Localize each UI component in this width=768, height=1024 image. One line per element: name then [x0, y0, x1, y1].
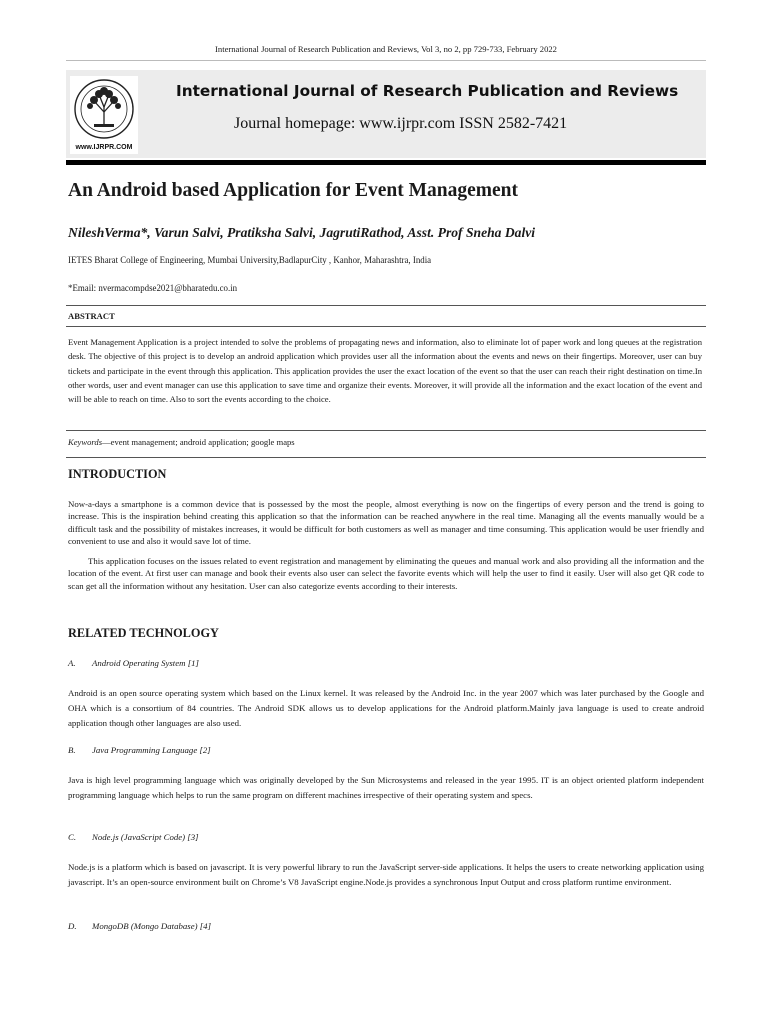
journal-logo-icon [70, 76, 138, 154]
abstract-heading: ABSTRACT [68, 311, 115, 321]
paper-title: An Android based Application for Event Management [68, 180, 519, 201]
keywords [68, 437, 295, 447]
affiliation: IETES Bharat College of Engineering, Mumbai University,BadlapurCity , Kanhor, Maharashtra, India [68, 255, 432, 265]
subsection-number: D. [68, 921, 77, 931]
journal-homepage: Journal homepage: www.ijrpr.com ISSN 2582-7421 [234, 115, 568, 132]
subsection-title: Android Operating System [1] [92, 658, 199, 668]
subsection-heading-b [68, 745, 211, 755]
journal-title: International Journal of Research Publication and Reviews [176, 82, 679, 100]
abstract-body: Event Management Application is a project intended to solve the problems of propagating news and information, also to eliminate lot of paper work and long queues at the registration desk. The objective of this project is to develop an android application which provides user all the information about the events and news on their fingertips. Moreover, user can buy tickets and participate in the event through this application. This application provides the user the exact location of the event so that the user can reach their right destination on time.In other words, user and event manager can use this application to save time and organize their events. Moreover, it will provide all the information and the exact location of the event and will be able to reach on time. Also to sort the events according to the choice. [68, 337, 702, 405]
subsection-number: B. [68, 745, 76, 755]
banner-divider [66, 160, 706, 165]
subsection-b-body: Java is high level programming language which was originally developed by the Sun Microsystems and released in the year 1995. IT is an object oriented platform independent programming language which helps to run the same program on different machines irrespective of their operating system and specs. [68, 775, 704, 800]
introduction-rule [66, 457, 706, 458]
subsection-number: A. [68, 658, 76, 668]
author-list: NileshVerma*, Varun Salvi, Pratiksha Salvi, JagrutiRathod, Asst. Prof Sneha Dalvi [68, 225, 536, 240]
subsection-c-body: Node.js is a platform which is based on javascript. It is very powerful library to run the JavaScript server-side applications. It helps the users to create networking application using javascript. It’s an open-source environment built on Chrome’s V8 JavaScript engine.Node.js provides a synchronous Input Output and cross platform runtime environment. [68, 862, 704, 887]
subsection-heading-c [68, 832, 199, 842]
section-heading-related-technology: RELATED TECHNOLOGY [68, 626, 219, 640]
running-head: International Journal of Research Publication and Reviews, Vol 3, no 2, pp 729-733, February 2022 [215, 44, 557, 54]
section-heading-introduction: INTRODUCTION [68, 467, 167, 481]
keywords-text: —event management; android application; google maps [102, 437, 295, 447]
introduction-paragraph-1: Now-a-days a smartphone is a common device that is possessed by the most the people, almost everything is now on the fingertips of every person and the trend is going to increase. This is the inspiration behind creating this application so that the information can be reached anywhere in the real time. Managing all the events manually would be a difficult task and the possibility of mistakes increases, it would be difficult for both customers as well as manager and time consuming. This application would be user friendly and convenient to use and also it would save lot of time. [68, 499, 704, 546]
abstract-top-rule [66, 305, 706, 306]
journal-banner [66, 70, 706, 158]
svg-text:www.IJRPR.COM: www.IJRPR.COM [75, 144, 133, 151]
author-email: *Email: nvermacompdse2021@bharatedu.co.in [68, 283, 238, 293]
subsection-number: C. [68, 832, 77, 842]
subsection-title: Java Programming Language [2] [92, 745, 211, 755]
introduction-paragraph-2: This application focuses on the issues related to event registration and management by eliminating the queues and manual work and also providing all the information and the location of the event. At first user can manage and book their events also user can select the favorite events which will help the user to find it easily. User will also get QR code to scan get all the information without any hesitation. User can also categorize events according to their interests. [68, 556, 704, 591]
top-divider [66, 60, 706, 61]
abstract-heading-rule [66, 326, 706, 327]
subsection-a-body: Android is an open source operating system which based on the Linux kernel. It was released by the Android Inc. in the year 2007 which was later purchased by the Google and OHA which is a consortium of 84 countries. The Android SDK allows us to develop applications for the Android platform.Mainly java language is used to create android application though other languages are also used. [68, 688, 704, 728]
subsection-title: Node.js (JavaScript Code) [3] [92, 832, 199, 842]
subsection-title: MongoDB (Mongo Database) [4] [92, 921, 211, 931]
keywords-rule [66, 430, 706, 431]
subsection-heading-d [68, 921, 211, 931]
subsection-heading-a [68, 658, 199, 668]
keywords-label: Keywords [68, 437, 103, 447]
